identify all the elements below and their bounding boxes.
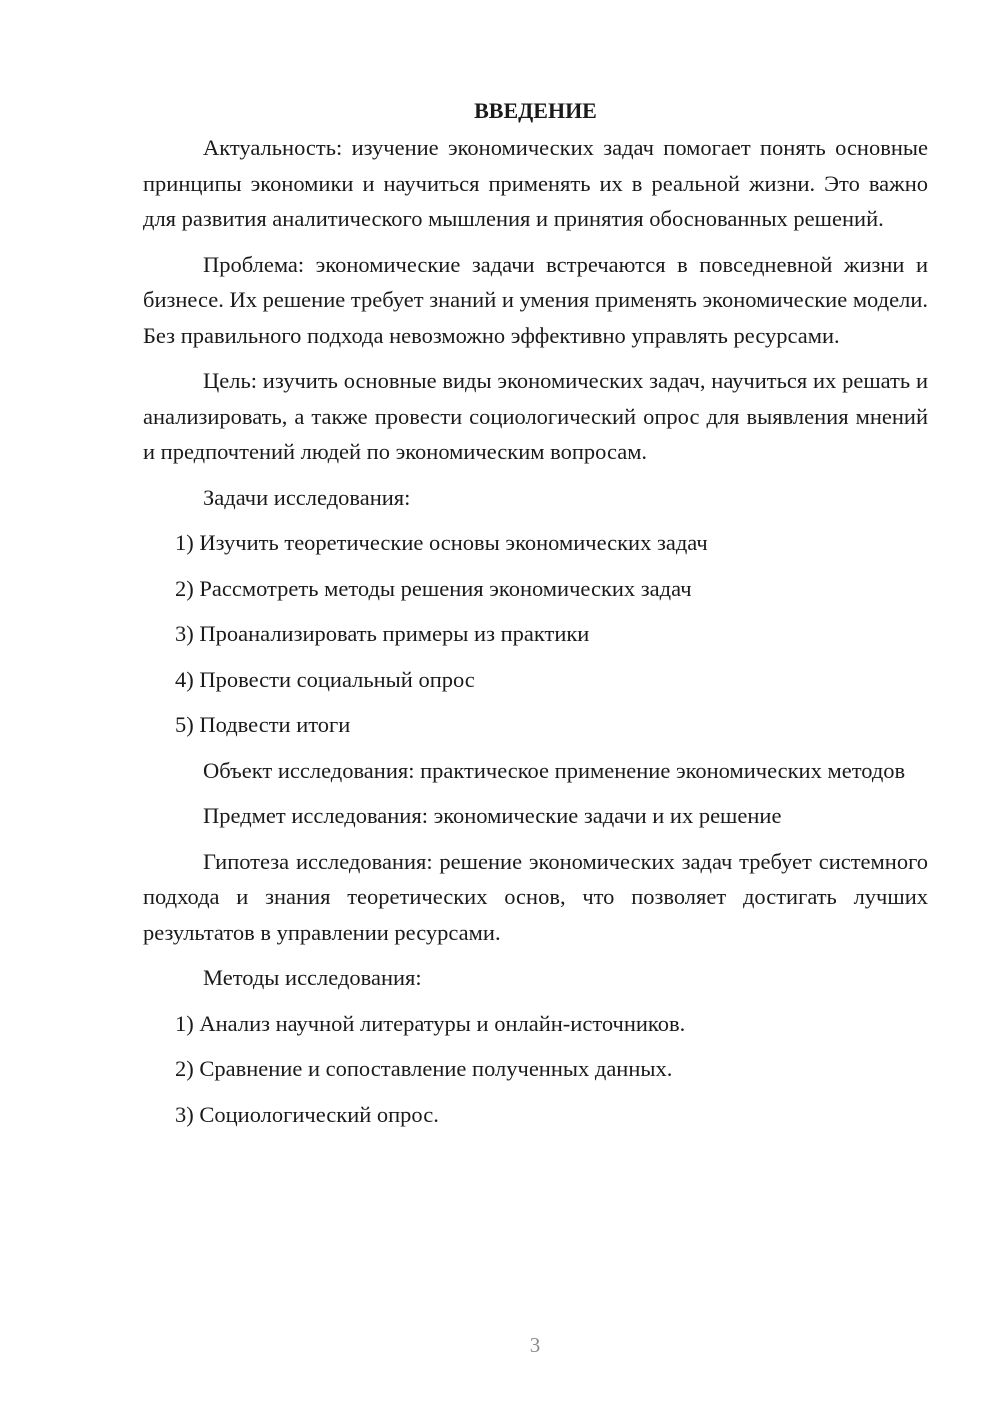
section-title: ВВЕДЕНИЕ	[474, 98, 597, 123]
subject-paragraph: Предмет исследования: экономические задачи и их решение	[203, 803, 782, 828]
task-item-4: 4) Провести социальный опрос	[175, 666, 475, 692]
relevance-paragraph: Актуальность: изучение экономических задач помогает понять основные принципы экономики и научиться применять их в реальной жизни. Это важно для развития аналитического мышления и принятия обоснованных решений.	[143, 135, 928, 231]
hypothesis-paragraph: Гипотеза исследования: решение экономических задач требует системного подхода и знания теоретических основ, что позволяет достигать лучших результатов в управлении ресурсами.	[143, 848, 928, 945]
task-item-3: 3) Проанализировать примеры из практики	[175, 621, 590, 646]
document-page	[143, 92, 928, 1142]
method-item-2: 2) Сравнение и сопоставление полученных данных.	[175, 1056, 673, 1081]
task-item-1: 1) Изучить теоретические основы экономических задач	[175, 530, 708, 555]
methods-heading: Методы исследования:	[203, 965, 422, 990]
problem-paragraph: Проблема: экономические задачи встречаются в повседневной жизни и бизнесе. Их решение требует знаний и умения применять экономические модели. Без правильного подхода невозможно эффективно управлять ресурсами.	[143, 251, 928, 348]
task-item-5: 5) Подвести итоги	[175, 712, 351, 737]
method-item-3: 3) Социологический опрос.	[175, 1101, 439, 1127]
object-paragraph: Объект исследования: практическое применение экономических методов	[203, 757, 906, 783]
page-number: 3	[529, 1333, 541, 1357]
task-item-2: 2) Рассмотреть методы решения экономических задач	[175, 575, 692, 601]
goal-paragraph: Цель: изучить основные виды экономических задач, научиться их решать и анализировать, а также провести социологический опрос для выявления мнений и предпочтений людей по экономическим вопросам.	[143, 368, 928, 464]
method-item-1: 1) Анализ научной литературы и онлайн-источников.	[175, 1010, 686, 1036]
tasks-heading: Задачи исследования:	[203, 484, 411, 510]
